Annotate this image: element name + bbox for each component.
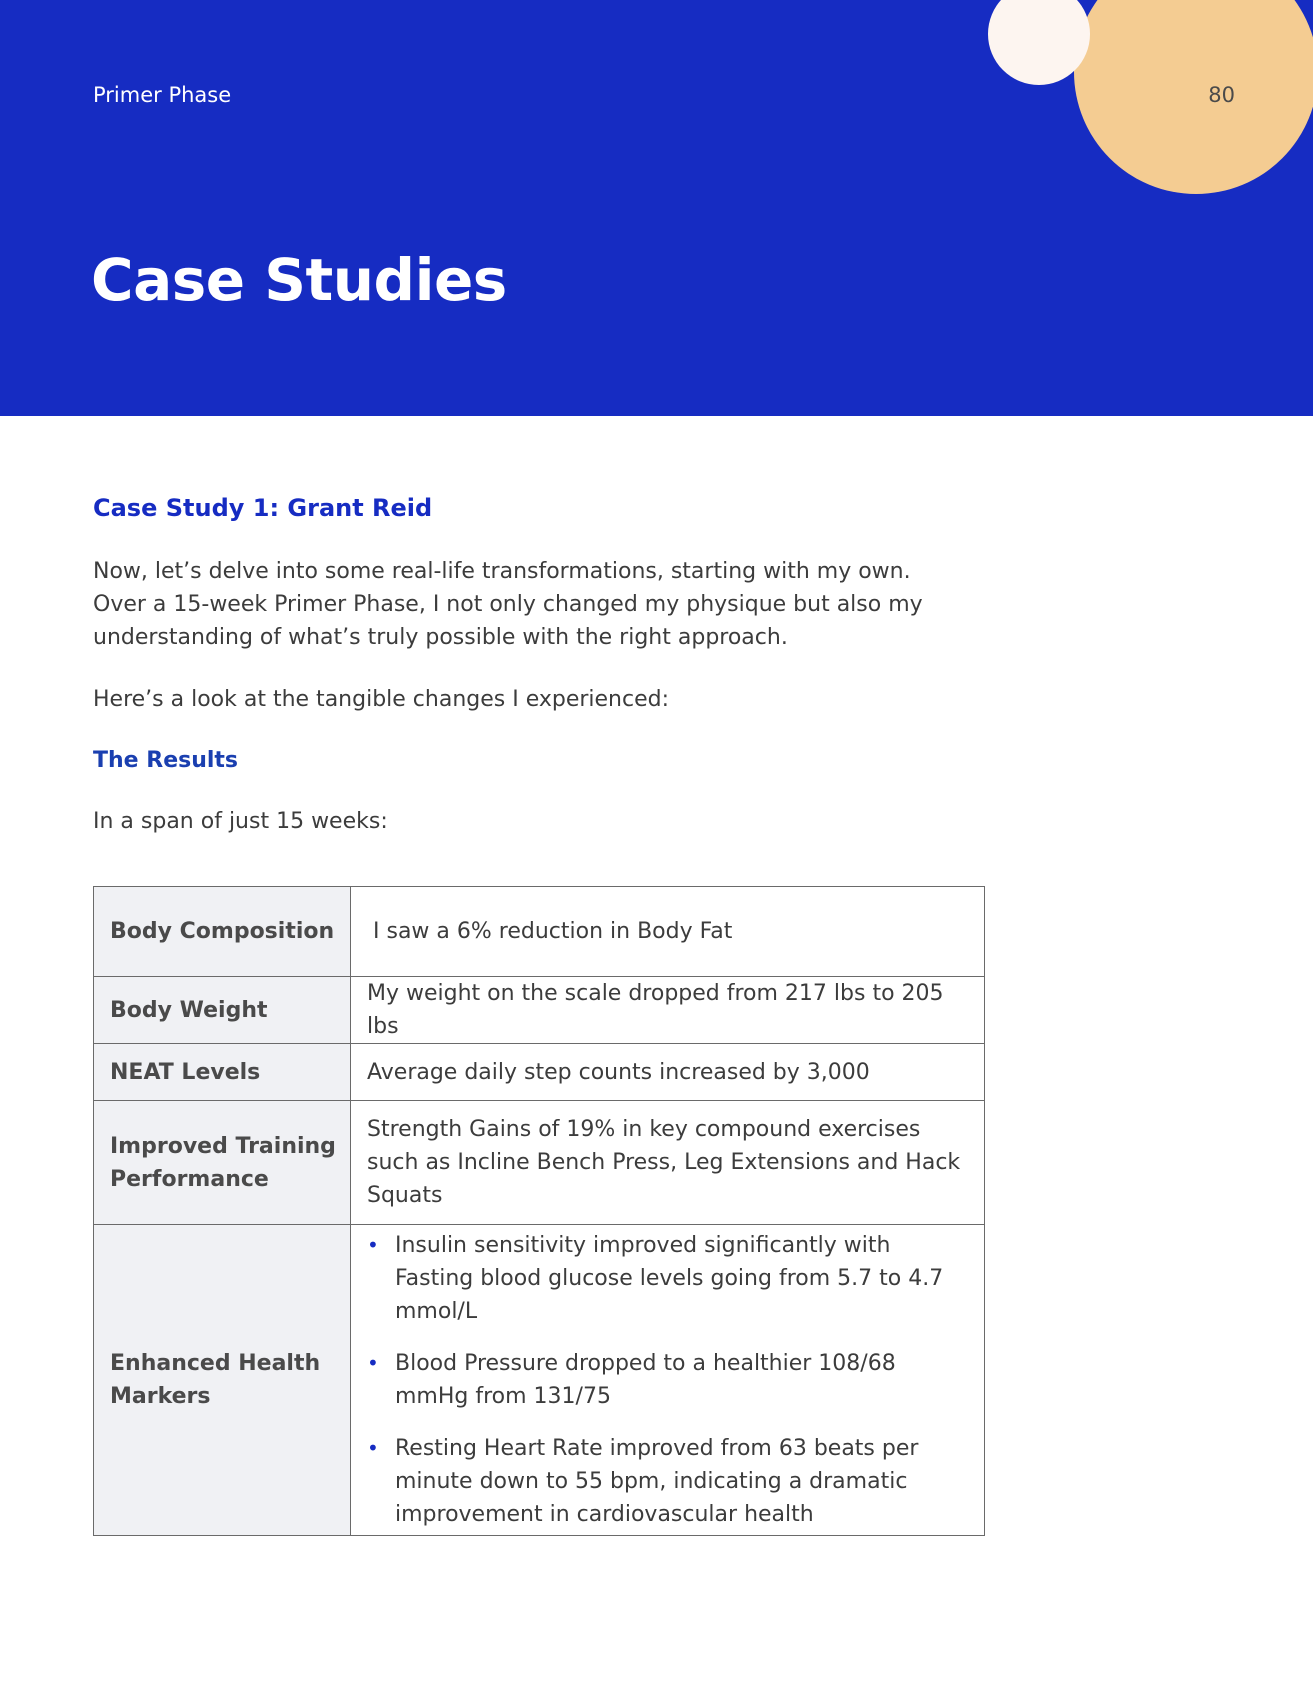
row-value: Strength Gains of 19% in key compound exercises such as Incline Bench Press, Leg Extensions and Hack Squats <box>351 1101 985 1225</box>
table-row <box>94 1225 985 1536</box>
health-markers-list <box>367 1225 970 1535</box>
table-row <box>94 1044 985 1101</box>
row-label: Body Weight <box>94 977 351 1044</box>
bullet-icon: • <box>367 1351 379 1375</box>
page-number: 80 <box>1208 83 1235 107</box>
lead-in-paragraph: Here’s a look at the tangible changes I experienced: <box>93 687 670 712</box>
row-value: I saw a 6% reduction in Body Fat <box>351 887 985 977</box>
case-study-heading: Case Study 1: Grant Reid <box>93 494 433 522</box>
results-table <box>93 886 985 1536</box>
span-paragraph: In a span of just 15 weeks: <box>93 809 388 834</box>
row-label: Body Composition <box>94 887 351 977</box>
table-row <box>94 1101 985 1225</box>
header-banner <box>0 0 1313 416</box>
list-item <box>367 1229 970 1328</box>
row-value: My weight on the scale dropped from 217 lbs to 205 lbs <box>351 977 985 1044</box>
table-row <box>94 887 985 977</box>
list-item-text: Resting Heart Rate improved from 63 beats per minute down to 55 bpm, indicating a dramatic improvement in cardiovascular health <box>395 1436 919 1527</box>
list-item-text: Blood Pressure dropped to a healthier 108/68 mmHg from 131/75 <box>395 1351 896 1409</box>
row-value <box>351 1225 985 1536</box>
page-title: Case Studies <box>91 246 507 314</box>
row-label: NEAT Levels <box>94 1044 351 1101</box>
bullet-icon: • <box>367 1233 379 1257</box>
bullet-icon: • <box>367 1436 379 1460</box>
row-value: Average daily step counts increased by 3,000 <box>351 1044 985 1101</box>
list-item-text: Insulin sensitivity improved significantly with Fasting blood glucose levels going from 5.7 to 4.7 mmol/L <box>395 1233 944 1324</box>
table-row <box>94 977 985 1044</box>
row-label: Improved Training Performance <box>94 1101 351 1225</box>
intro-paragraph: Now, let’s delve into some real-life transformations, starting with my own. Over a 15-week Primer Phase, I not only changed my physique but also my understanding of what’s truly possible with the right approach. <box>93 559 923 650</box>
list-item <box>367 1347 970 1413</box>
list-item <box>367 1432 970 1531</box>
results-heading: The Results <box>93 748 239 773</box>
section-label: Primer Phase <box>93 83 232 107</box>
row-label: Enhanced Health Markers <box>94 1225 351 1536</box>
